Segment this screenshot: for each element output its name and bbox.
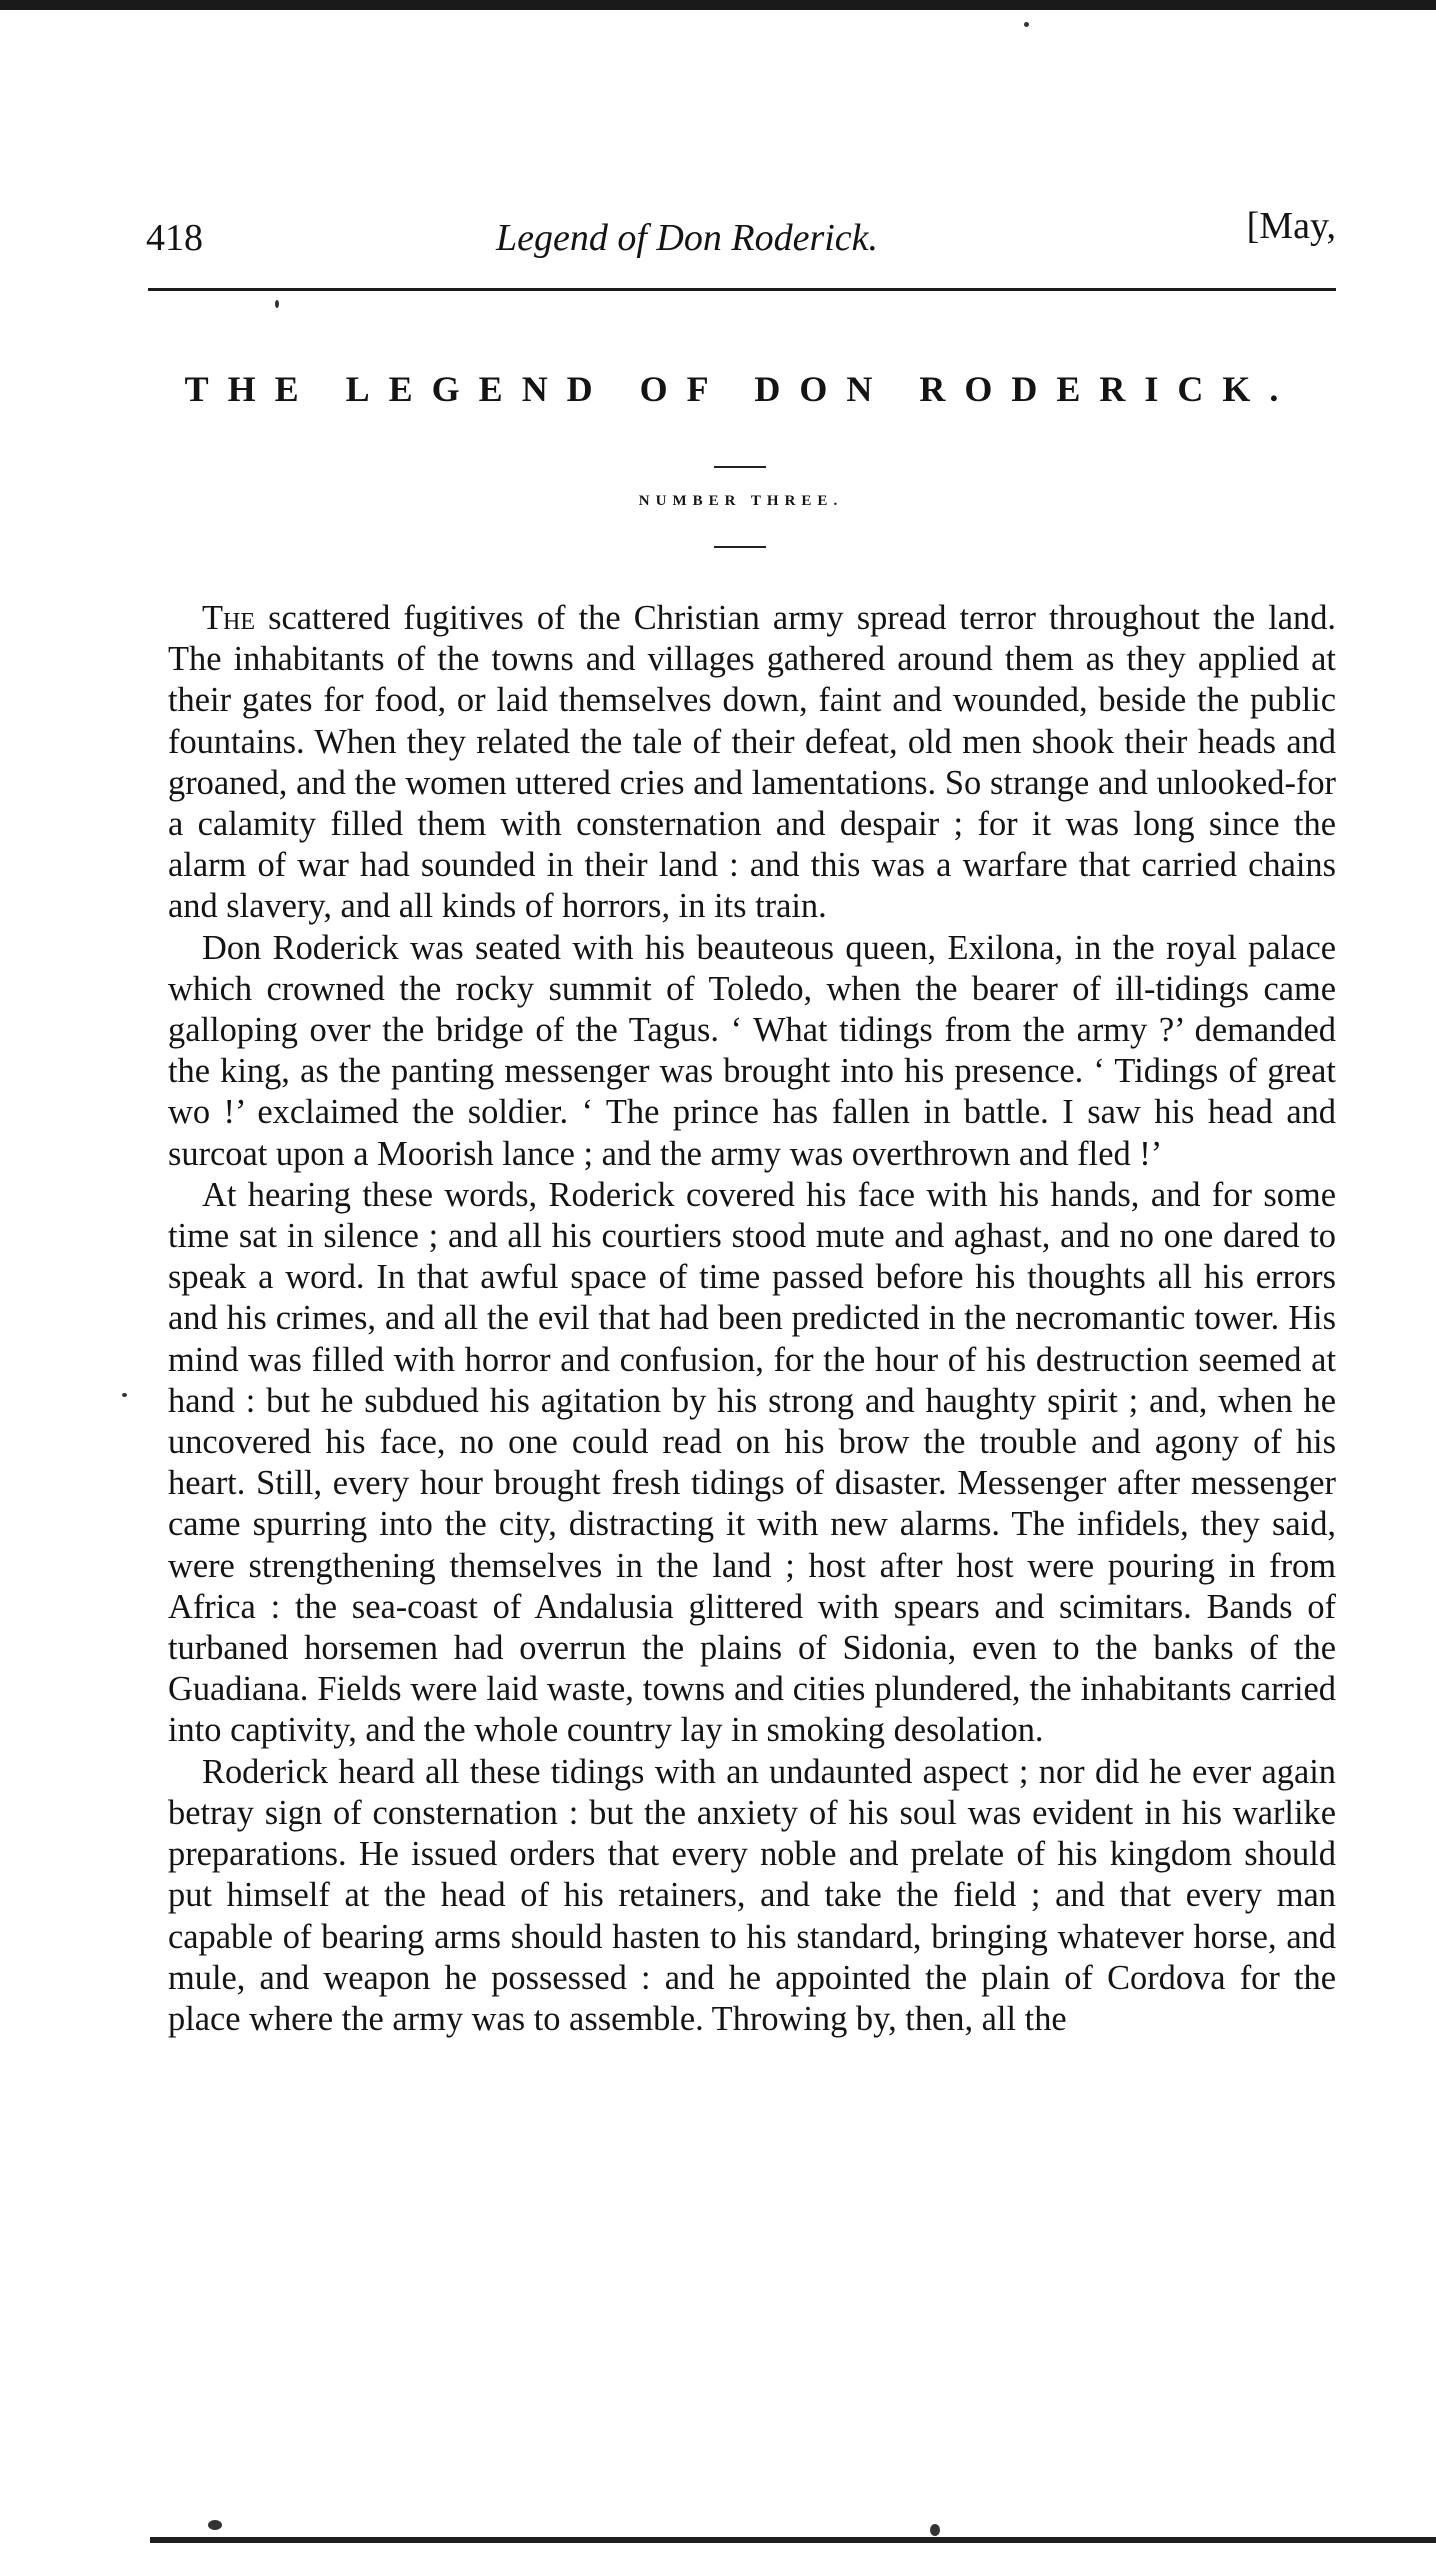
scan-speck — [122, 1393, 127, 1397]
paragraph-1 — [168, 598, 1336, 928]
page-number: 418 — [146, 217, 203, 259]
paragraph-3: At hearing these words, Roderick covered his face with his hands, and for some time sat in silence ; and all his courtiers stood mute and aghast, and no one dared to speak a word. In that awful space of time passed before his thoughts all his errors and his crimes, and all the evil that had been predicted in the necromantic tower. His mind was filled with horror and confusion, for the hour of his destruction seemed at hand : but he subdued his agitation by his strong and haughty spirit ; and, when he uncovered his face, no one could read on his brow the trouble and agony of his heart. Still, every hour brought fresh tidings of disaster. Messenger after messenger came spurring into the city, distracting it with new alarms. The infidels, they said, were strengthening themselves in the land ; host after host were pouring in from Africa : the sea-coast of Andalusia glittered with spears and scimitars. Bands of turbaned horsemen had overrun the plains of Sidonia, even to the banks of the Guadiana. Fields were laid waste, towns and cities plundered, the inhabitants carried into captivity, and the whole country lay in smoking desolation. — [168, 1175, 1336, 1750]
article-body — [168, 598, 1336, 2040]
paragraph-1-text: scattered fugitives of the Christian army spread terror throughout the land. The inhabitants of the towns and villages gathered around them as they applied at their gates for food, or laid themselves down, faint and wounded, beside the public fountains. When they related the tale of their defeat, old men shook their heads and groaned, and the women uttered cries and lamentations. So strange and unlooked-for a calamity filled them with consternation and despair ; for it was long since the alarm of war had sounded in their land : and this was a warfare that carried chains and slavery, and all kinds of horrors, in its train. — [168, 599, 1336, 926]
scan-edge-top — [0, 0, 1436, 10]
title-divider — [714, 466, 766, 468]
header-rule — [148, 288, 1336, 291]
running-header — [146, 202, 1336, 262]
scan-speck — [930, 2524, 940, 2536]
scan-speck — [1024, 22, 1029, 27]
drop-word: The — [202, 599, 255, 637]
paragraph-4: Roderick heard all these tidings with an undaunted aspect ; nor did he ever again betray sign of consternation : but the anxiety of his soul was evident in his warlike preparations. He issued orders that every noble and prelate of his kingdom should put himself at the head of his retainers, and take the field ; and that every man capable of bearing arms should hasten to his standard, bringing whatever horse, and mule, and weapon he possessed : and he appointed the plain of Cordova for the place where the army was to assemble. Throwing by, then, all the — [168, 1752, 1336, 2038]
article-subtitle: NUMBER THREE. — [638, 493, 844, 509]
paragraph-2: Don Roderick was seated with his beauteous queen, Exilona, in the royal palace which crowned the rocky summit of Toledo, when the bearer of ill-tidings came galloping over the bridge of the Tagus. ‘ What tidings from the army ?’ demanded the king, as the panting messenger was brought into his presence. ‘ Tidings of great wo !’ exclaimed the soldier. ‘ The prince has fallen in battle. I saw his head and surcoat upon a Moorish lance ; and the army was overthrown and fled !’ — [168, 928, 1336, 1173]
running-date: [May, — [1246, 205, 1336, 247]
scan-speck — [275, 300, 279, 308]
running-title: Legend of Don Roderick. — [496, 217, 879, 259]
scan-edge-bottom — [150, 2537, 1436, 2543]
scan-speck — [208, 2520, 222, 2530]
article-title: THE LEGEND OF DON RODERICK. — [184, 369, 1298, 409]
subtitle-divider — [714, 546, 766, 548]
